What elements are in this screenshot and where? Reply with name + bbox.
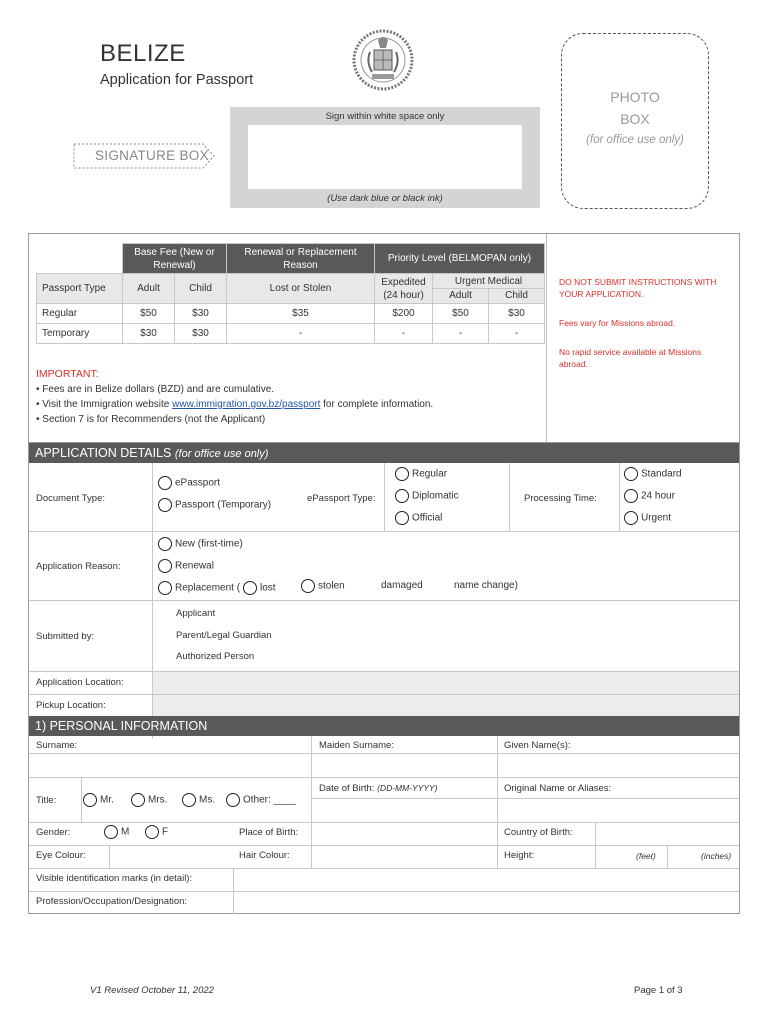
visible-marks-label: Visible identification marks (in detail):: [36, 873, 193, 884]
dob-label: [319, 783, 438, 794]
application-form: [28, 442, 740, 914]
place-of-birth-label: Place of Birth:: [239, 827, 299, 838]
epassport-regular-label: Regular: [412, 468, 448, 480]
col-expedited: Expedited (24 hour): [375, 274, 433, 304]
height-inches-unit: (inches): [701, 851, 732, 861]
epassport-type-label: ePassport Type:: [307, 493, 376, 504]
radio-icon[interactable]: [624, 511, 638, 525]
document-type-label: Document Type:: [36, 493, 106, 504]
col-urgent-medical: [433, 274, 545, 304]
row-divider: [29, 777, 739, 778]
radio-icon[interactable]: [83, 793, 97, 807]
radio-icon[interactable]: [158, 537, 172, 551]
col-divider: [497, 736, 498, 868]
cell-expedited: -: [375, 324, 433, 344]
submitted-by-label: Submitted by:: [36, 631, 95, 642]
doc-type-epassport-label: ePassport: [175, 477, 221, 489]
maiden-surname-label: Maiden Surname:: [319, 740, 394, 751]
bullet-2-pre: • Visit the Immigration website: [36, 399, 173, 410]
row-divider: [29, 531, 739, 532]
important-bullet-3: • Section 7 is for Recommenders (not the Applicant): [36, 414, 266, 425]
submitted-by-guardian[interactable]: Parent/Legal Guardian: [176, 630, 272, 641]
epassport-diplomatic-label: Diplomatic: [412, 490, 459, 502]
header-priority-level: Priority Level (BELMOPAN only): [375, 244, 545, 274]
processing-24hour-option[interactable]: [624, 489, 675, 503]
col-child: Child: [175, 274, 227, 304]
epassport-type-regular-option[interactable]: [395, 467, 447, 481]
radio-icon[interactable]: [145, 825, 159, 839]
fee-table-corner: [37, 244, 123, 274]
application-location-label: Application Location:: [36, 677, 124, 688]
country-of-birth-label: Country of Birth:: [504, 827, 573, 838]
title-mr-option[interactable]: [83, 793, 114, 807]
col-divider: [384, 463, 385, 531]
processing-standard-label: Standard: [641, 468, 682, 480]
header-base-fee: Base Fee (New or Renewal): [123, 244, 227, 274]
radio-icon[interactable]: [624, 467, 638, 481]
epassport-official-label: Official: [412, 512, 443, 524]
replacement-name-change-label: name change): [454, 580, 518, 591]
radio-icon[interactable]: [395, 489, 409, 503]
replacement-lost-option[interactable]: [243, 581, 276, 595]
application-reason-label: Application Reason:: [36, 561, 121, 572]
page-number: Page 1 of 3: [634, 985, 683, 996]
row-divider: [29, 822, 739, 823]
immigration-website-link[interactable]: www.immigration.gov.bz/passport: [172, 399, 321, 410]
table-row: [37, 324, 545, 344]
radio-icon[interactable]: [624, 489, 638, 503]
col-um-adult: Adult: [433, 289, 489, 303]
height-feet-unit: (feet): [636, 851, 656, 861]
cell-adult: $30: [123, 324, 175, 344]
title-other-option[interactable]: [226, 793, 296, 807]
radio-icon[interactable]: [243, 581, 257, 595]
col-divider: [509, 463, 510, 531]
fee-notes: [559, 276, 727, 387]
replacement-stolen-label: stolen: [318, 580, 345, 592]
table-row: [37, 304, 545, 324]
cell-lost: -: [227, 324, 375, 344]
radio-icon[interactable]: [131, 793, 145, 807]
fee-note-3: No rapid service available at Missions abroad.: [559, 347, 702, 369]
replacement-damaged-label: damaged: [381, 580, 423, 591]
reason-renewal-label: Renewal: [175, 560, 214, 572]
pickup-location-label: Pickup Location:: [36, 700, 106, 711]
row-type: Regular: [37, 304, 123, 324]
reason-renewal-option[interactable]: [158, 559, 214, 573]
submitted-by-authorized[interactable]: Authorized Person: [176, 651, 255, 662]
important-heading: IMPORTANT:: [36, 368, 99, 380]
application-details-title: APPLICATION DETAILS: [35, 446, 172, 460]
row-divider: [29, 868, 739, 869]
signature-ink-note: (Use dark blue or black ink): [327, 193, 443, 204]
revision-note: V1 Revised October 11, 2022: [90, 985, 214, 996]
radio-icon[interactable]: [395, 467, 409, 481]
urgent-medical-label: Urgent Medical: [433, 274, 544, 289]
radio-icon[interactable]: [158, 581, 172, 595]
personal-info-header: 1) PERSONAL INFORMATION: [29, 716, 739, 736]
photo-box-line2: BOX: [620, 111, 650, 127]
application-details-header: [29, 443, 739, 463]
photo-box-line1: PHOTO: [610, 89, 660, 105]
col-passport-type: Passport Type: [37, 274, 123, 304]
signature-top-note: Sign within white space only: [325, 111, 445, 122]
col-divider: [109, 845, 110, 868]
header-renewal-reason: Renewal or Replacement Reason: [227, 244, 375, 274]
important-bullet-1: • Fees are in Belize dollars (BZD) and are cumulative.: [36, 384, 275, 395]
form-title: Application for Passport: [100, 72, 254, 88]
epassport-type-official-option[interactable]: [395, 511, 442, 525]
row-divider: [29, 891, 739, 892]
processing-urgent-option[interactable]: [624, 511, 671, 525]
pickup-location-field[interactable]: [153, 695, 739, 716]
gender-label: Gender:: [36, 827, 71, 838]
reason-replacement-label: Replacement (: [175, 582, 241, 594]
reason-new-label: New (first-time): [175, 538, 243, 550]
height-label: Height:: [504, 850, 535, 861]
belize-coat-of-arms-seal: [352, 26, 414, 94]
hair-colour-label: Hair Colour:: [239, 850, 290, 861]
bullet-2-post: for complete information.: [320, 399, 434, 410]
doc-type-temporary-label: Passport (Temporary): [175, 499, 272, 511]
cell-um-child: -: [489, 324, 545, 344]
radio-icon[interactable]: [182, 793, 196, 807]
title-other-label: Other: ____: [243, 794, 296, 806]
important-notes: [36, 367, 433, 427]
signature-box-label: [73, 143, 215, 169]
radio-icon[interactable]: [301, 579, 315, 593]
cell-um-child: $30: [489, 304, 545, 324]
signature-field[interactable]: [248, 125, 522, 189]
cell-child: $30: [175, 304, 227, 324]
col-um-child: Child: [505, 290, 528, 301]
fee-note-2: Fees vary for Missions abroad.: [559, 318, 676, 328]
important-bullet-2: [36, 397, 433, 412]
doc-type-epassport-option[interactable]: [158, 476, 220, 490]
title-mrs-option[interactable]: [131, 793, 167, 807]
row-divider: [29, 600, 739, 601]
dob-format: (DD-MM-YYYY): [377, 783, 438, 793]
fee-panel-divider: [546, 234, 547, 442]
title-mr-label: Mr.: [100, 794, 114, 806]
country-title: BELIZE: [100, 40, 186, 67]
title-mrs-label: Mrs.: [148, 794, 168, 806]
eye-colour-label: Eye Colour:: [36, 850, 86, 861]
signature-box-text: SIGNATURE BOX: [95, 148, 209, 163]
submitted-by-applicant[interactable]: Applicant: [176, 608, 216, 619]
radio-icon[interactable]: [226, 793, 240, 807]
title-ms-label: Ms.: [199, 794, 216, 806]
radio-icon[interactable]: [158, 476, 172, 490]
cell-child: $30: [175, 324, 227, 344]
row-divider: [29, 845, 739, 846]
col-divider: [81, 777, 82, 822]
gender-f-option[interactable]: [145, 825, 168, 839]
given-names-label: Given Name(s):: [504, 740, 571, 751]
cell-lost: $35: [227, 304, 375, 324]
radio-icon[interactable]: [158, 498, 172, 512]
cell-um-adult: -: [433, 324, 489, 344]
profession-label: Profession/Occupation/Designation:: [36, 896, 188, 907]
cell-expedited: $200: [375, 304, 433, 324]
cell-um-adult: $50: [433, 304, 489, 324]
surname-label: Surname:: [36, 740, 78, 751]
col-divider: [619, 463, 620, 531]
processing-standard-option[interactable]: [624, 467, 682, 481]
reason-replacement-option[interactable]: [158, 581, 240, 595]
replacement-stolen-option[interactable]: [301, 579, 345, 593]
row-divider: [311, 798, 739, 799]
row-type: Temporary: [37, 324, 123, 344]
col-adult: Adult: [123, 274, 175, 304]
original-name-label: Original Name or Aliases:: [504, 783, 612, 794]
fee-panel: [28, 233, 740, 443]
replacement-lost-label: lost: [260, 582, 276, 594]
fee-table: [36, 243, 545, 344]
epassport-type-diplomatic-option[interactable]: [395, 489, 459, 503]
photo-box-note: (for office use only): [586, 134, 684, 146]
doc-type-temporary-option[interactable]: [158, 498, 271, 512]
application-details-note: (for office use only): [174, 448, 269, 460]
processing-time-label: Processing Time:: [524, 493, 597, 504]
cell-adult: $50: [123, 304, 175, 324]
dob-label-text: Date of Birth:: [319, 783, 375, 794]
radio-icon[interactable]: [158, 559, 172, 573]
gender-f-label: F: [162, 826, 169, 838]
title-label: Title:: [36, 795, 57, 806]
row-divider: [29, 753, 739, 754]
title-ms-option[interactable]: [182, 793, 215, 807]
processing-urgent-label: Urgent: [641, 512, 672, 524]
photo-box: [561, 33, 709, 209]
gender-m-label: M: [121, 826, 130, 838]
reason-new-option[interactable]: [158, 537, 243, 551]
radio-icon[interactable]: [104, 825, 118, 839]
gender-m-option[interactable]: [104, 825, 129, 839]
fee-note-1: DO NOT SUBMIT INSTRUCTIONS WITH YOUR APPLICATION.: [559, 277, 717, 299]
application-location-field[interactable]: [153, 672, 739, 694]
col-lost-stolen: Lost or Stolen: [227, 274, 375, 304]
radio-icon[interactable]: [395, 511, 409, 525]
processing-24hour-label: 24 hour: [641, 490, 675, 502]
col-divider: [667, 845, 668, 868]
signature-area: [230, 107, 540, 208]
